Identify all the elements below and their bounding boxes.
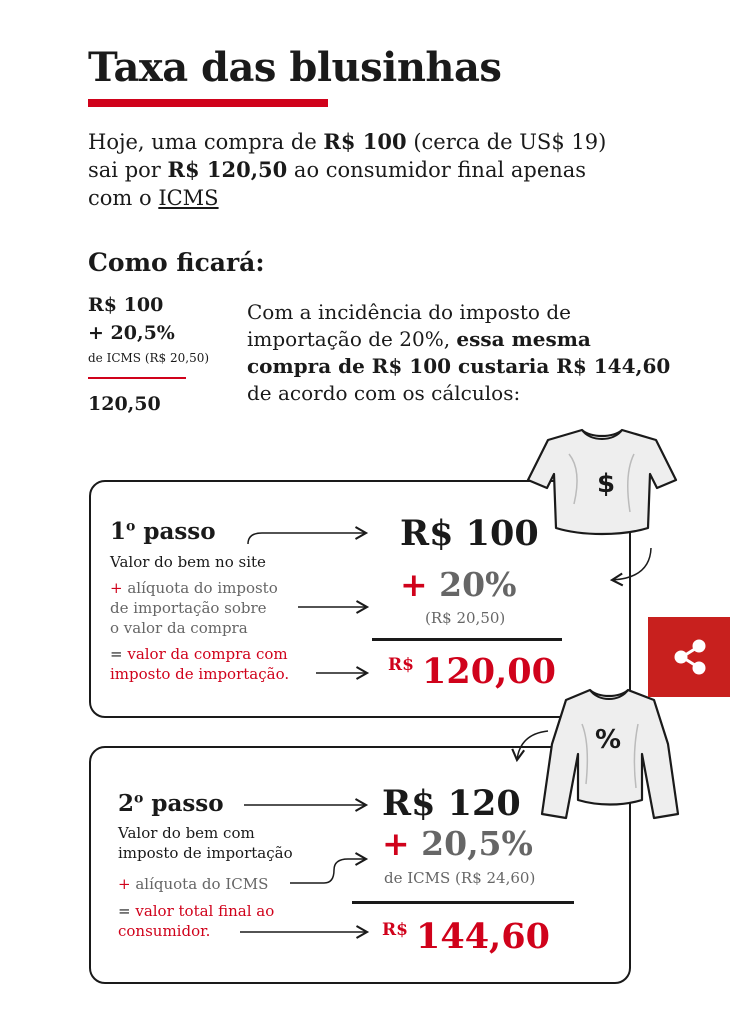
intro-text: com o: [88, 186, 159, 210]
tshirt-dollar-symbol: $: [596, 469, 616, 499]
equals-sign: =: [110, 645, 123, 663]
step2-value: R$ 120: [382, 783, 521, 824]
step1-word: passo: [135, 518, 216, 545]
step2-result-line: consumidor.: [118, 922, 211, 940]
step2-rate: + 20,5%: [382, 824, 533, 863]
section-heading: Como ficará:: [88, 248, 265, 277]
equals-sign: =: [118, 902, 131, 920]
share-icon: [648, 617, 730, 697]
mini-base: R$ 100: [88, 294, 164, 316]
mini-total: 120,50: [88, 393, 161, 415]
step1-result-line: imposto de importação.: [110, 665, 290, 683]
step2-desc-line: Valor do bem com: [118, 824, 255, 842]
explanation-line: de acordo com os cálculos:: [247, 381, 521, 405]
step2-number: 2: [118, 790, 135, 817]
explanation-line: Com a incidência do imposto de: [247, 300, 571, 324]
mini-note: de ICMS (R$ 20,50): [88, 351, 210, 365]
step2-ordinal: o: [134, 790, 144, 807]
step1-rate: + 20%: [400, 565, 517, 604]
step1-total: 120,00: [422, 651, 556, 692]
step1-currency: R$: [388, 655, 414, 675]
intro-text: sai por: [88, 158, 168, 182]
tshirt-percent-icon: [538, 684, 684, 824]
step2-desc-line: imposto de importação: [118, 844, 293, 862]
step1-rate-line: o valor da compra: [110, 619, 248, 637]
step1-desc: Valor do bem no site: [110, 553, 266, 571]
mini-plus: + 20,5%: [88, 322, 175, 344]
icms-link[interactable]: ICMS: [158, 186, 219, 210]
step1-ordinal: o: [126, 518, 136, 535]
explanation-line: importação de 20%,: [247, 327, 457, 351]
intro-text: (cerca de US$ 19): [406, 130, 607, 154]
plus-sign: +: [110, 579, 123, 597]
step2-word: passo: [143, 790, 224, 817]
explanation-bold: essa mesma: [456, 327, 591, 351]
intro-final-price: R$ 120,50: [167, 157, 288, 182]
step1-number: 1: [110, 518, 127, 545]
intro-text: ao consumidor final apenas: [287, 158, 587, 182]
step2-total: 144,60: [416, 916, 550, 957]
step2-rate-line: alíquota do ICMS: [130, 875, 269, 893]
step1-rate-note: (R$ 20,50): [425, 609, 506, 627]
step1-result-line: valor da compra com: [122, 645, 288, 663]
intro-text: Hoje, uma compra de: [88, 130, 324, 154]
step2-result-line: valor total final ao: [130, 902, 275, 920]
step2-rate-note: de ICMS (R$ 24,60): [384, 869, 536, 887]
tshirt-dollar-icon: [524, 424, 680, 536]
intro-price: R$ 100: [323, 129, 407, 154]
tshirt-percent-symbol: %: [594, 725, 622, 755]
page-title: Taxa das blusinhas: [88, 44, 502, 91]
plus-sign: +: [118, 875, 131, 893]
arrow: [612, 548, 651, 580]
step1-rate-line: alíquota do imposto: [122, 579, 278, 597]
share-button[interactable]: [648, 617, 730, 697]
step1-rate-line: de importação sobre: [110, 599, 267, 617]
arrow: [290, 859, 366, 883]
step1-value: R$ 100: [400, 513, 539, 554]
arrow: [248, 533, 366, 544]
step2-currency: R$: [382, 920, 408, 940]
explanation-bold: compra de R$ 100 custaria R$ 144,60: [247, 354, 671, 378]
